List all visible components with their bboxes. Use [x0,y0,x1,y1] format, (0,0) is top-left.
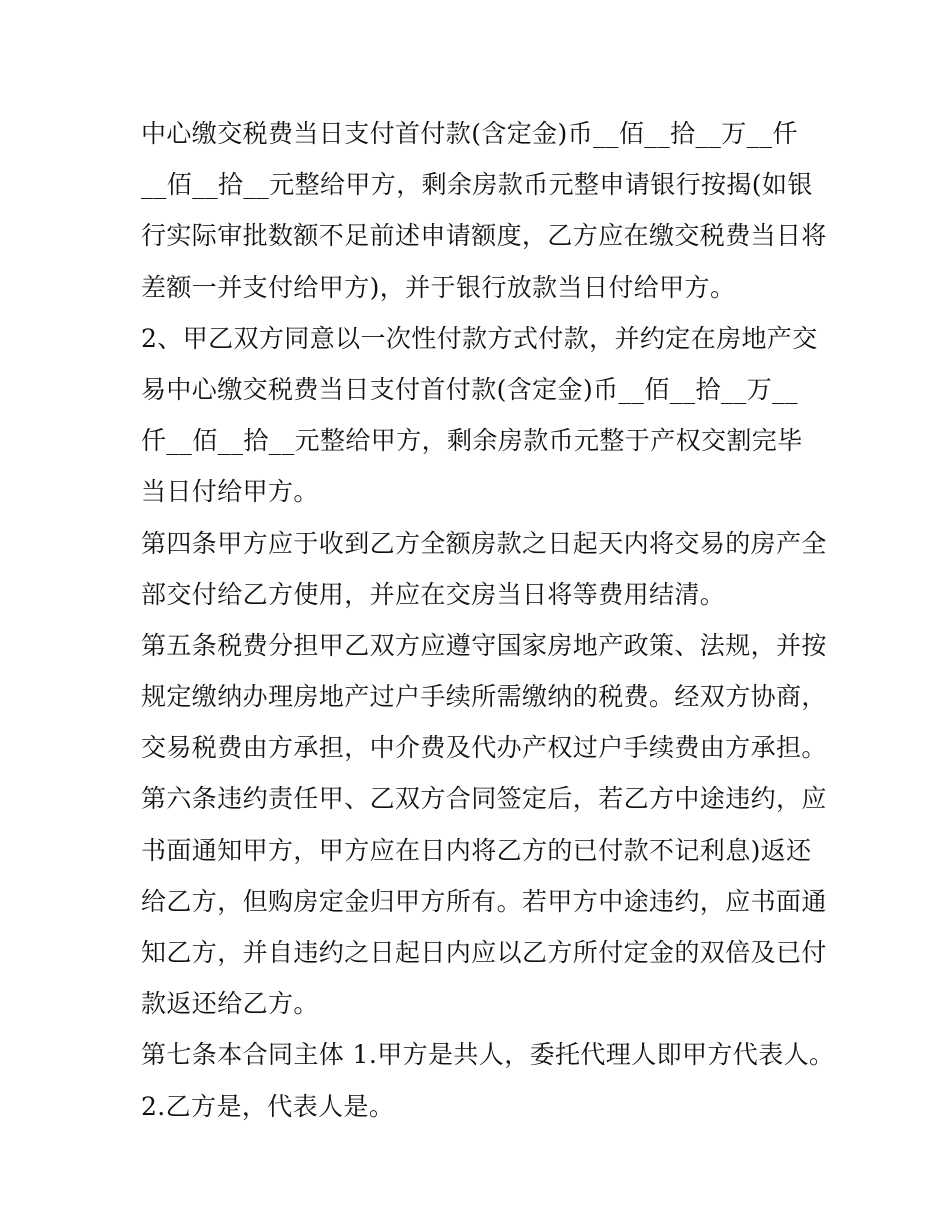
text-line: 交易税费由方承担，中介费及代办产权过户手续费由方承担。 [141,733,827,763]
text-line: 当日付给甲方。 [141,477,319,507]
text-line: __佰__拾__元整给甲方，剩余房款币元整申请银行按揭(如银 [141,170,813,200]
text-line: 第六条违约责任甲、乙双方合同签定后，若乙方中途违约，应 [141,784,827,814]
text-line: 知乙方，并自违约之日起日内应以乙方所付定金的双倍及已付 [141,938,827,967]
text-line: 2、甲乙双方同意以一次性付款方式付款，并约定在房地产交 [141,323,818,353]
text-line: 部交付给乙方使用，并应在交房当日将等费用结清。 [141,579,726,609]
text-line: 行实际审批数额不足前述申请额度，乙方应在缴交税费当日将 [141,221,827,251]
text-line: 第五条税费分担甲乙双方应遵守国家房地产政策、法规，并按 [141,630,827,660]
text-line: 第四条甲方应于收到乙方全额房款之日起天内将交易的房产全 [141,528,827,558]
text-line: 给乙方，但购房定金归甲方所有。若甲方中途违约，应书面通 [141,886,827,916]
text-line: 规定缴纳办理房地产过户手续所需缴纳的税费。经双方协商， [141,682,827,712]
text-line: 第七条本合同主体 1.甲方是共人，委托代理人即甲方代表人。 [141,1040,835,1070]
text-line: 款返还给乙方。 [141,989,319,1019]
contract-text-body [141,108,835,1132]
text-line: 易中心缴交税费当日支付首付款(含定金)币__佰__拾__万__ [141,374,798,404]
text-line: 差额一并支付给甲方)，并于银行放款当日付给甲方。 [141,272,736,302]
text-line: 仟__佰__拾__元整给甲方，剩余房款币元整于产权交割完毕 [141,426,803,456]
text-line: 书面通知甲方，甲方应在日内将乙方的已付款不记利息)返还 [141,835,812,865]
text-line: 中心缴交税费当日支付首付款(含定金)币__佰__拾__万__仟 [141,119,798,148]
text-line: 2.乙方是，代表人是。 [141,1091,395,1121]
